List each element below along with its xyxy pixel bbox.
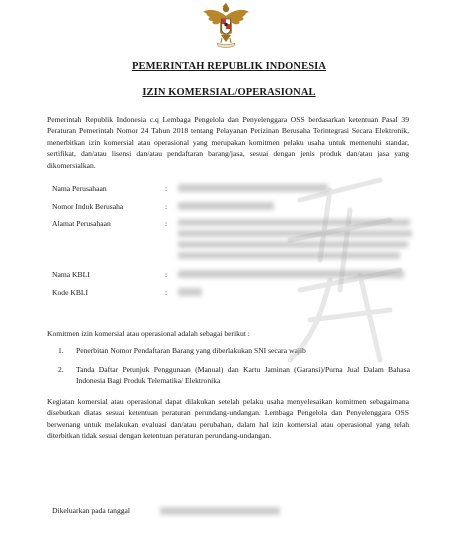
company-name-label: Nama Perusahaan [52,184,107,193]
kbli-name-label: Nama KBLI [52,270,90,279]
kbli-code-label: Kode KBLI [52,288,89,297]
intro-paragraph: Pemerintah Republik Indonesia c.q Lembaga Pengelola dan Penyelenggara OSS berdasarkan ketentuan Pasal 39 Peraturan Pemerintah Nomor 24 Tahun 2018 tentang Pelayanan Perizinan Berusaha Terintegrasi Secara Elektronik, menerbitkan izin komersial atau operasional yang merupakan komitmen pelaku usaha untuk memenuhi standar, sertifikat, dan/atau lisensi dan/atau pendaftaran barang/jasa, sesuai dengan jenis produk dan/atau jasa yang dikomersialkan. [47,115,409,170]
country-title: PEMERINTAH REPUBLIK INDONESIA [131,61,327,72]
field-colon: : [165,288,168,297]
field-colon: : [165,184,168,193]
issued-label: Dikeluarkan pada tanggal [52,506,131,515]
redacted-value [178,270,404,278]
redacted-value [178,230,412,237]
redacted-value [178,241,408,248]
document-title: IZIN KOMERSIAL/OPERASIONAL [142,87,316,98]
field-colon: : [165,270,168,279]
garuda-emblem-icon [201,2,251,50]
field-colon: : [165,219,168,228]
commitments-intro: Komitmen izin komersial atau operasional adalah sebagai berikut : [47,329,250,338]
redacted-value [178,219,410,226]
list-item: Penerbitan Nomor Pendaftaran Barang yang diberlakukan SNI secara wajib [76,346,306,355]
list-number: 2. [58,365,64,374]
closing-paragraph: Kegiatan komersial atau operasional dapat dilakukan setelah pelaku usaha menyelesaikan komitmen sebagaimana disebutkan diatas sesuai ketentuan peraturan perundang-undangan. Lembaga Pengelola dan Penyelenggara OSS berwenang untuk melakukan evaluasi dan/atau perubahan, dalam hal izin komersial atau operasional yang telah diterbitkan tidak sesuai dengan ketentuan peraturan perundang-undangan. [47,397,409,441]
address-label: Alamat Perusahaan [52,219,111,228]
redacted-value [178,252,400,259]
nib-label: Nomor Induk Berusaha [52,202,124,211]
redacted-value [160,507,280,515]
redacted-value [178,184,328,192]
redacted-value [178,288,202,296]
list-number: 1. [58,346,64,355]
redacted-value [178,202,274,210]
list-item: Tanda Daftar Petunjuk Penggunaan (Manual) dan Kartu Jaminan (Garansi)/Purna Jual Dalam Bahasa Indonesia Bagi Produk Telematika/ Elektronika [76,365,410,386]
field-colon: : [165,202,168,211]
